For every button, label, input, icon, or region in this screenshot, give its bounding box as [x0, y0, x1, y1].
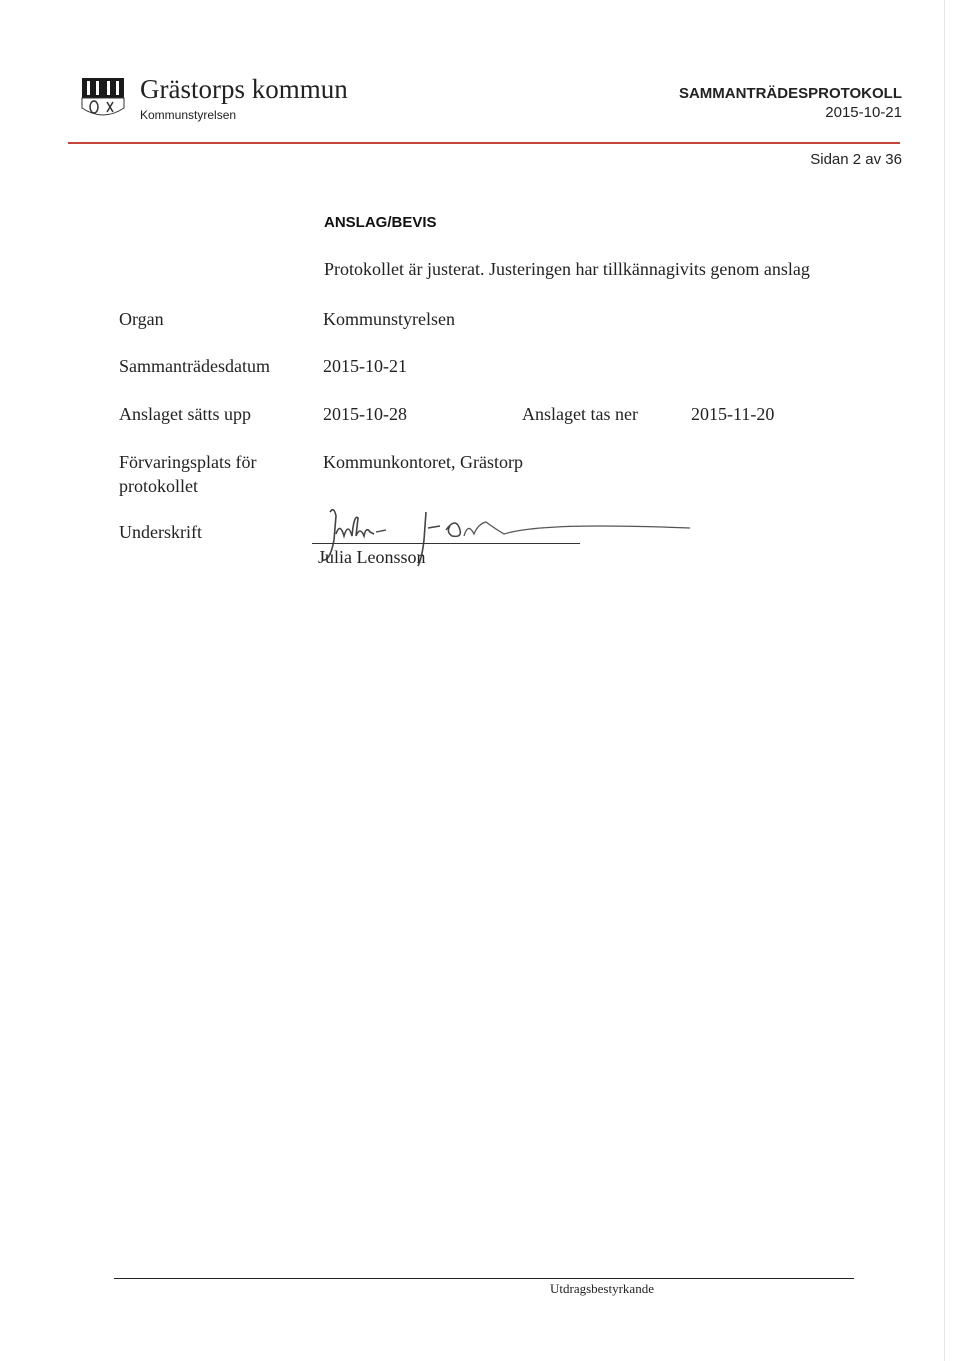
document-date: 2015-10-21 [825, 104, 902, 121]
section-title: ANSLAG/BEVIS [324, 214, 437, 231]
label-meeting-date: Sammanträdesdatum [119, 356, 270, 376]
footer-rule [114, 1278, 854, 1279]
document-type: SAMMANTRÄDESPROTOKOLL [678, 85, 902, 102]
municipality-name: Grästorps kommun [140, 74, 348, 104]
label-organ: Organ [119, 309, 164, 329]
value-posted-date: 2015-10-28 [323, 404, 407, 424]
footer-certification: Utdragsbestyrkande [550, 1281, 654, 1296]
header-rule [68, 142, 900, 144]
committee-name: Kommunstyrelsen [140, 108, 237, 122]
value-storage-place: Kommunkontoret, Grästorp [323, 452, 523, 472]
value-removed-date: 2015-11-20 [691, 404, 775, 424]
municipal-coat-of-arms-icon [80, 76, 126, 122]
value-organ: Kommunstyrelsen [323, 309, 455, 329]
label-storage-place: Förvaringsplats för [119, 452, 257, 472]
lead-paragraph: Protokollet är justerat. Justeringen har tillkännagivits genom anslag [324, 259, 810, 279]
signatory-name: Julia Leonsson [318, 547, 426, 567]
label-storage-place-line2: protokollet [119, 476, 198, 496]
label-signature: Underskrift [119, 522, 202, 542]
page-number: Sidan 2 av 36 [810, 151, 902, 168]
scan-edge-line [944, 0, 945, 1361]
value-meeting-date: 2015-10-21 [323, 356, 407, 376]
label-posted-date: Anslaget sätts upp [119, 404, 251, 424]
label-removed-date: Anslaget tas ner [522, 404, 638, 424]
signature-line [312, 543, 580, 544]
